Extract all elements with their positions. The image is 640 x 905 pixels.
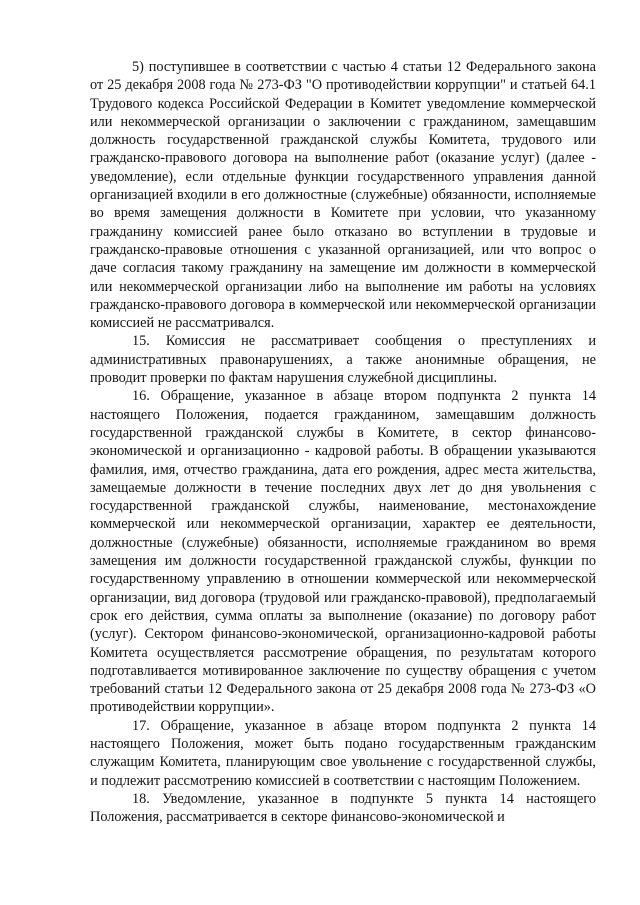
paragraph-17: 17. Обращение, указанное в абзаце втором подпункта 2 пункта 14 настоящего Положения, может быть подано государственным гражданским служащим Комитета, планирующим свое увольнение с государственной службы, и подлежит рассмотрению комиссией в соответствии с настоящим Положением. <box>90 717 596 789</box>
paragraph-16: 16. Обращение, указанное в абзаце втором подпункта 2 пункта 14 настоящего Положения, подается гражданином, замещавшим должность государственной гражданской службы в Комитете, в сектор финансово-экономической и организационно - кадровой работы. В обращении указываются фамилия, имя, отчество гражданина, дата его рождения, адрес места жительства, замещаемые должности в течение последних двух лет до дня увольнения с государственной гражданской службы, наименование, местонахождение коммерческой или некоммерческой организации, характер ее деятельности, должностные (служебные) обязанности, исполняемые гражданином во время замещения им должности государственной гражданской службы, функции по государственному управлению в отношении коммерческой или некоммерческой организации, вид договора (трудовой или гражданско-правовой), предполагаемый срок его действия, сумма оплаты за выполнение (оказание) по договору работ (услуг). Сектором финансово-экономической, организационно-кадровой работы Комитета осуществляется рассмотрение обращения, по результатам которого подготавливается мотивированное заключение по существу обращения с учетом требований статьи 12 Федерального закона от 25 декабря 2008 года № 273-ФЗ «О противодействии коррупции». <box>90 388 596 716</box>
paragraph-15: 15. Комиссия не рассматривает сообщения о преступлениях и административных правонарушениях, а также анонимные обращения, не проводит проверки по фактам нарушения служебной дисциплины. <box>90 333 596 387</box>
paragraph-item-5: 5) поступившее в соответствии с частью 4 статьи 12 Федерального закона от 25 декабря 2008 года № 273-ФЗ "О противодействии коррупции" и статьей 64.1 Трудового кодекса Российской Федерации в Комитет уведомление коммерческой или некоммерческой организации о заключении с гражданином, замещавшим должность государственной гражданской службы Комитета, трудового или гражданско-правового договора на выполнение работ (оказание услуг) (далее - уведомление), если отдельные функции государственного управления данной организацией входили в его должностные (служебные) обязанности, исполняемые во время замещения должности в Комитете при условии, что указанному гражданину комиссией ранее было отказано во вступлении в трудовые и гражданско-правовые отношения с указанной организацией, или что вопрос о даче согласия такому гражданину на замещение им должности в коммерческой или некоммерческой организации либо на выполнение им работы на условиях гражданско-правового договора в коммерческой или некоммерческой организации комиссией не рассматривался. <box>90 59 596 332</box>
document-page <box>90 58 596 826</box>
paragraph-18: 18. Уведомление, указанное в подпункте 5 пункта 14 настоящего Положения, рассматривается в секторе финансово-экономической и <box>90 790 596 826</box>
